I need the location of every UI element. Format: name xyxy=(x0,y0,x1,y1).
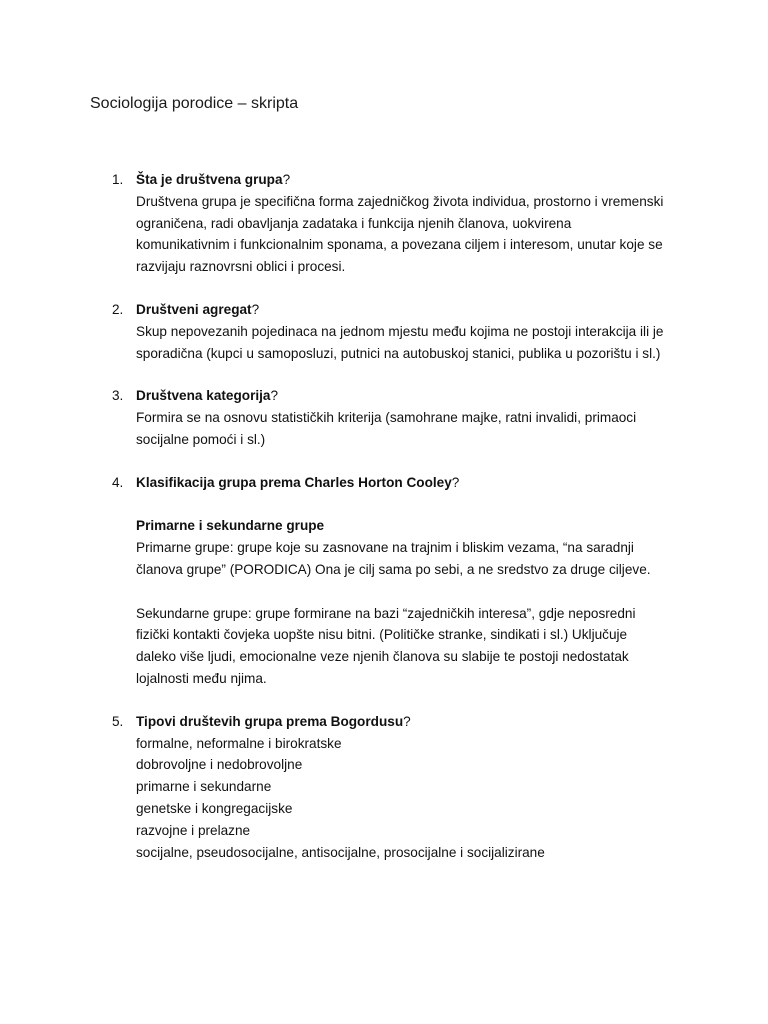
item-question: Šta je društvena grupa xyxy=(136,172,283,187)
question-list xyxy=(0,169,768,884)
item-text-line: socijalne, pseudosocijalne, antisocijalne, prosocijalne i socijalizirane xyxy=(136,844,545,860)
list-item-4 xyxy=(0,472,676,690)
list-item-5 xyxy=(0,711,676,864)
item-text-line: komunikativnim i funkcionalnim sponama, a povezana ciljem i interesom, unutar koje se xyxy=(136,237,663,253)
question-mark: ? xyxy=(251,301,260,317)
item-number: 4. xyxy=(112,474,124,490)
item-question: Društveni agregat xyxy=(136,301,252,317)
item-subheading: Primarne i sekundarne grupe xyxy=(136,518,325,534)
item-question: Društvena kategorija xyxy=(136,388,271,404)
item-text-line: Sekundarne grupe: grupe formirane na bazi “zajedničkih interesa”, gdje neposredni xyxy=(136,605,636,621)
item-text-line: fizički kontakti čovjeka uopšte nisu bitni. (Političke stranke, sindikati i sl.) Uključuje xyxy=(136,627,628,643)
list-item-3 xyxy=(0,385,676,450)
item-text-line: članova grupe” (PORODICA) Ona je cilj sama po sebi, a ne sredstvo za druge ciljeve. xyxy=(136,561,651,577)
item-text-line: sporadična (kupci u samoposluzi, putnici na autobuskoj stanici, publika u pozorištu i sl.) xyxy=(136,345,661,361)
item-text-line: formalne, neformalne i birokratske xyxy=(136,735,342,751)
spacer xyxy=(136,581,676,603)
question-mark: ? xyxy=(270,388,279,404)
question-mark: ? xyxy=(403,713,411,729)
item-question: Tipovi društevih grupa prema Bogordusu xyxy=(136,713,404,729)
document-title: Sociologija porodice – skripta xyxy=(90,95,299,112)
item-text-line: razvojne i prelazne xyxy=(136,822,251,838)
item-text-line: lojalnosti među njima. xyxy=(136,670,267,686)
item-text-line: dobrovoljne i nedobrovoljne xyxy=(136,757,303,773)
item-text-line: Formira se na osnovu statističkih kriterija (samohrane majke, ratni invalidi, primaoci xyxy=(136,410,637,426)
item-number: 2. xyxy=(112,301,124,317)
item-text-line: socijalne pomoći i sl.) xyxy=(136,431,266,447)
item-number: 1. xyxy=(112,172,124,187)
item-text-line: genetske i kongregacijske xyxy=(136,800,293,816)
item-text-line: ograničena, radi obavljanja zadataka i funkcija njenih članova, uokvirena xyxy=(136,215,572,231)
question-mark: ? xyxy=(451,474,460,490)
item-text-line: daleko više ljudi, emocionalne veze njenih članova su slabije te postoji nedostatak xyxy=(136,649,629,665)
list-item-1 xyxy=(0,169,676,278)
spacer xyxy=(136,494,676,516)
item-text-line: primarne i sekundarne xyxy=(136,779,272,795)
item-number: 5. xyxy=(112,713,124,729)
item-text-line: Primarne grupe: grupe koje su zasnovane na trajnim i bliskim vezama, “na saradnji xyxy=(136,540,634,556)
item-text-line: razvijaju raznovrsni oblici i procesi. xyxy=(136,259,346,275)
item-question: Klasifikacija grupa prema Charles Horton Cooley xyxy=(136,474,452,490)
item-text-line: Skup nepovezanih pojedinaca na jednom mjestu među kojima ne postoji interakcija ili je xyxy=(136,323,664,339)
item-text-line: Društvena grupa je specifična forma zajedničkog života individua, prostorno i vremenski xyxy=(136,193,664,209)
question-mark: ? xyxy=(282,172,291,187)
item-number: 3. xyxy=(112,388,124,404)
list-item-2 xyxy=(0,299,676,364)
